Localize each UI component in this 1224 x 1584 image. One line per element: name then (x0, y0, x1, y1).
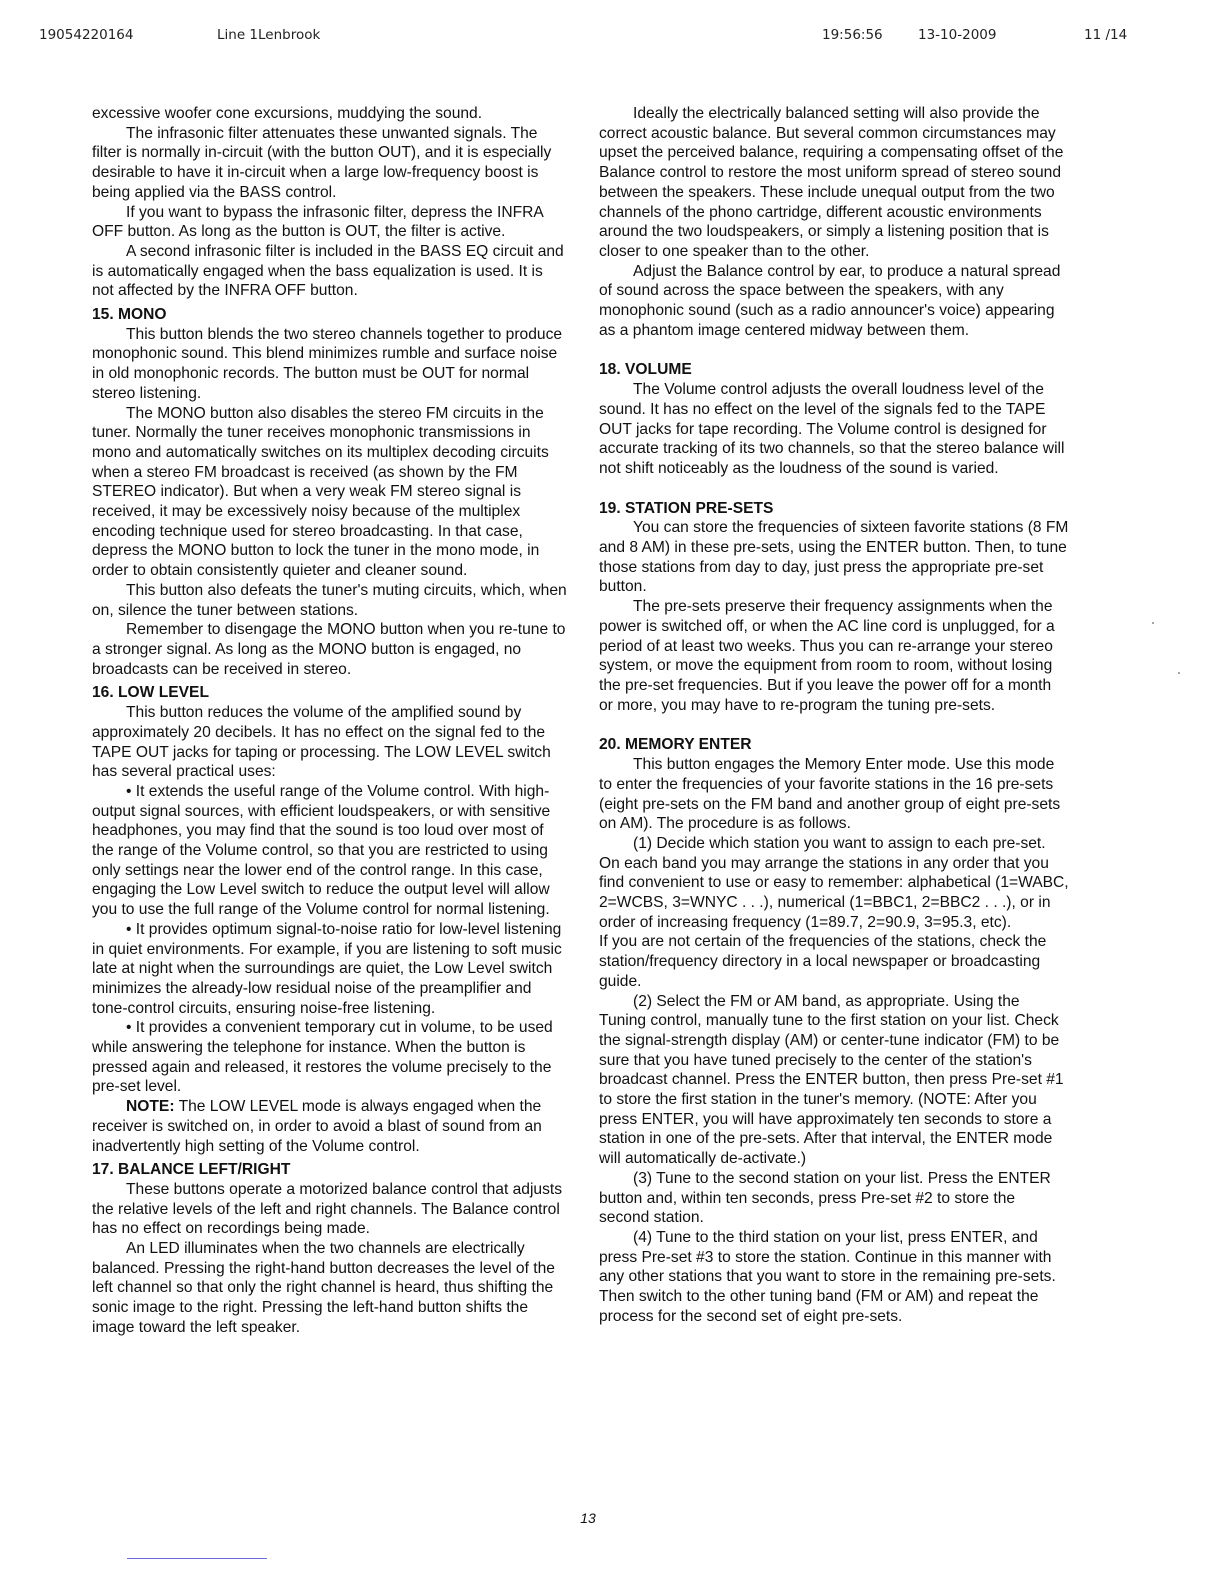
scan-speck (1152, 622, 1154, 624)
paragraph: The infrasonic filter attenuates these unwanted signals. The filter is normally in-circuit (with the button OUT), and it is especially desirable to have it in-circuit when a large low-frequency boost is being applied via the BASS control. (92, 124, 552, 201)
note-paragraph (92, 1097, 568, 1156)
fax-page: 11 /14 (1084, 27, 1128, 43)
step-paragraph: (4) Tune to the third station on your list, press ENTER, and press Pre-set #3 to store the station. Continue in this manner with any other stations that you want to store in the remaining pre-sets. Then switch to the other tuning band (FM or AM) and repeat the process for the second set of eight pre-sets. (599, 1228, 1056, 1325)
bullet-paragraph: • It extends the useful range of the Volume control. With high-output signal sources, with efficient loudspeakers, or with sensitive headphones, you may find that the sound is too loud over most of the range of the Volume control, so that you are restricted to using only settings near the lower end of the control range. In this case, engaging the Low Level switch to reduce the output level will allow you to use the full range of the Volume control for normal listening. (92, 782, 551, 919)
scan-speck (1178, 672, 1180, 674)
section-heading-volume: 18. VOLUME (599, 361, 692, 379)
fax-time: 19:56:56 (822, 27, 883, 43)
paragraph: excessive woofer cone excursions, muddying the sound. (92, 105, 483, 122)
paragraph: This button also defeats the tuner's muting circuits, which, when on, silence the tuner between stations. (92, 581, 567, 619)
paragraph: You can store the frequencies of sixteen favorite stations (8 FM and 8 AM) in these pre-sets, using the ENTER button. Then, to tune those stations from day to day, just press the appropriate pre-set button. (599, 519, 1069, 596)
step-paragraph: (1) Decide which station you want to assign to each pre-set. On each band you may arrange the stations in any order that you find convenient to use or easy to remember: alphabetical (1=WABC, 2=WCBS, 3=WNYC . . .), numerical (1=BBC1, 2=BBC2 . . .), or in order of increasing frequency (1=89.7, 2=90.9, 3=95.3, etc). (599, 834, 1069, 931)
paragraph: A second infrasonic filter is included in the BASS EQ circuit and is automatically engaged when the bass equalization is used. It is not affected by the INFRA OFF button. (92, 242, 564, 300)
page-number: 13 (580, 1510, 596, 1526)
paragraph: If you are not certain of the frequencies of the stations, check the station/frequency directory in a local newspaper or broadcasting guide. (599, 933, 1047, 990)
paragraph: An LED illuminates when the two channels are electrically balanced. Pressing the right-hand button decreases the level of the left channel so that only the right channel is heard, thus shifting the sonic image to the right. Pressing the left-hand button shifts the image toward the left speaker. (92, 1240, 555, 1336)
section-heading-memory-enter: 20. MEMORY ENTER (599, 736, 752, 754)
fax-line-label: Line 1Lenbrook (217, 27, 321, 43)
section-heading-station-presets: 19. STATION PRE-SETS (599, 499, 774, 517)
fax-date: 13-10-2009 (918, 27, 997, 43)
left-column (92, 104, 568, 1338)
paragraph: This button engages the Memory Enter mode. Use this mode to enter the frequencies of your favorite stations in the 16 pre-sets (eight pre-sets on the FM band and another group of eight pre-sets on AM). The procedure is as follows. (599, 756, 1061, 833)
fax-sender-number: 19054220164 (39, 27, 134, 43)
section-heading-mono: 15. MONO (92, 306, 167, 324)
paragraph: If you want to bypass the infrasonic filter, depress the INFRA OFF button. As long as the button is OUT, the filter is active. (92, 203, 543, 241)
paragraph: Remember to disengage the MONO button when you re-tune to a stronger signal. As long as the MONO button is engaged, no broadcasts can be received in stereo. (92, 621, 566, 678)
step-paragraph: (3) Tune to the second station on your list. Press the ENTER button and, within ten seconds, press Pre-set #2 to store the second station. (599, 1169, 1051, 1227)
section-heading-low-level: 16. LOW LEVEL (92, 684, 209, 702)
note-label: NOTE: (126, 1098, 175, 1116)
fax-header (0, 27, 1224, 47)
paragraph: The Volume control adjusts the overall loudness level of the sound. It has no effect on the level of the signals fed to the TAPE OUT jacks for tape recording. The Volume control is designed for accurate tracking of its two channels, so that the stereo balance will not shift noticeably as the loudness of the sound is varied. (599, 381, 1065, 477)
paragraph: These buttons operate a motorized balance control that adjusts the relative levels of the left and right channels. The Balance control has no effect on recordings being made. (92, 1180, 563, 1238)
bullet-paragraph: • It provides a convenient temporary cut in volume, to be used while answering the telephone for instance. When the button is pressed again and released, it restores the volume precisely to the pre-set level. (92, 1019, 553, 1096)
paragraph: Adjust the Balance control by ear, to produce a natural spread of sound across the space between the speakers, with any monophonic sound (such as a radio announcer's voice) appearing as a phantom image centered midway between them. (599, 262, 1061, 339)
paragraph: The pre-sets preserve their frequency assignments when the power is switched off, or when the AC line cord is unplugged, for a period of at least two weeks. Thus you can re-arrange your stereo system, or move the equipment from room to room, without losing the pre-set frequencies. But if you leave the power off for a month or more, you may have to re-program the tuning pre-sets. (599, 598, 1055, 714)
footer-rule (127, 1558, 267, 1559)
paragraph: Ideally the electrically balanced setting will also provide the correct acoustic balance. But several common circumstances may upset the perceived balance, requiring a compensating offset of the Balance control to restore the most uniform spread of stereo sound between the speakers. These include unequal output from the two channels of the phono cartridge, different acoustic environments around the two loudspeakers, or simply a listening position that is closer to one speaker than to the other. (599, 105, 1064, 260)
bullet-paragraph: • It provides optimum signal-to-noise ratio for low-level listening in quiet environments. For example, if you are listening to soft music late at night when the surroundings are quiet, the Low Level switch minimizes the already-low residual noise of the preamplifier and tone-control circuits, ensuring noise-free listening. (92, 920, 562, 1017)
right-column (599, 104, 1069, 1326)
section-heading-balance: 17. BALANCE LEFT/RIGHT (92, 1161, 291, 1179)
note-text: The LOW LEVEL mode is always engaged when the receiver is switched on, in order to avoid a blast of sound from an inadvertently high setting of the Volume control. (92, 1098, 542, 1155)
paragraph: This button reduces the volume of the amplified sound by approximately 20 decibels. It has no effect on the signal fed to the TAPE OUT jacks for taping or processing. The LOW LEVEL switch has several practical uses: (92, 704, 551, 781)
paragraph: The MONO button also disables the stereo FM circuits in the tuner. Normally the tuner receives monophonic transmissions in mono and automatically switches on its multiplex decoding circuits when a stereo FM broadcast is received (as shown by the FM STEREO indicator). But when a very weak FM stereo signal is received, it may be excessively noisy because of the multiplex encoding technique used for stereo broadcasting. In that case, depress the MONO button to lock the tuner in the mono mode, in order to obtain consistently quieter and cleaner sound. (92, 404, 549, 580)
paragraph: This button blends the two stereo channels together to produce monophonic sound. This blend minimizes rumble and surface noise in old monophonic records. The button must be OUT for normal stereo listening. (92, 325, 563, 402)
step-paragraph: (2) Select the FM or AM band, as appropriate. Using the Tuning control, manually tune to the first station on your list. Check the signal-strength display (AM) or center-tune indicator (FM) to be sure that you have tuned precisely to the center of the station's broadcast channel. Press the ENTER button, then press Pre-set #1 to store the first station in the tuner's memory. (NOTE: After you press ENTER, you will have approximately ten seconds to store a station in one of the pre-sets. After that interval, the ENTER mode will automatically de-activate.) (599, 992, 1064, 1168)
